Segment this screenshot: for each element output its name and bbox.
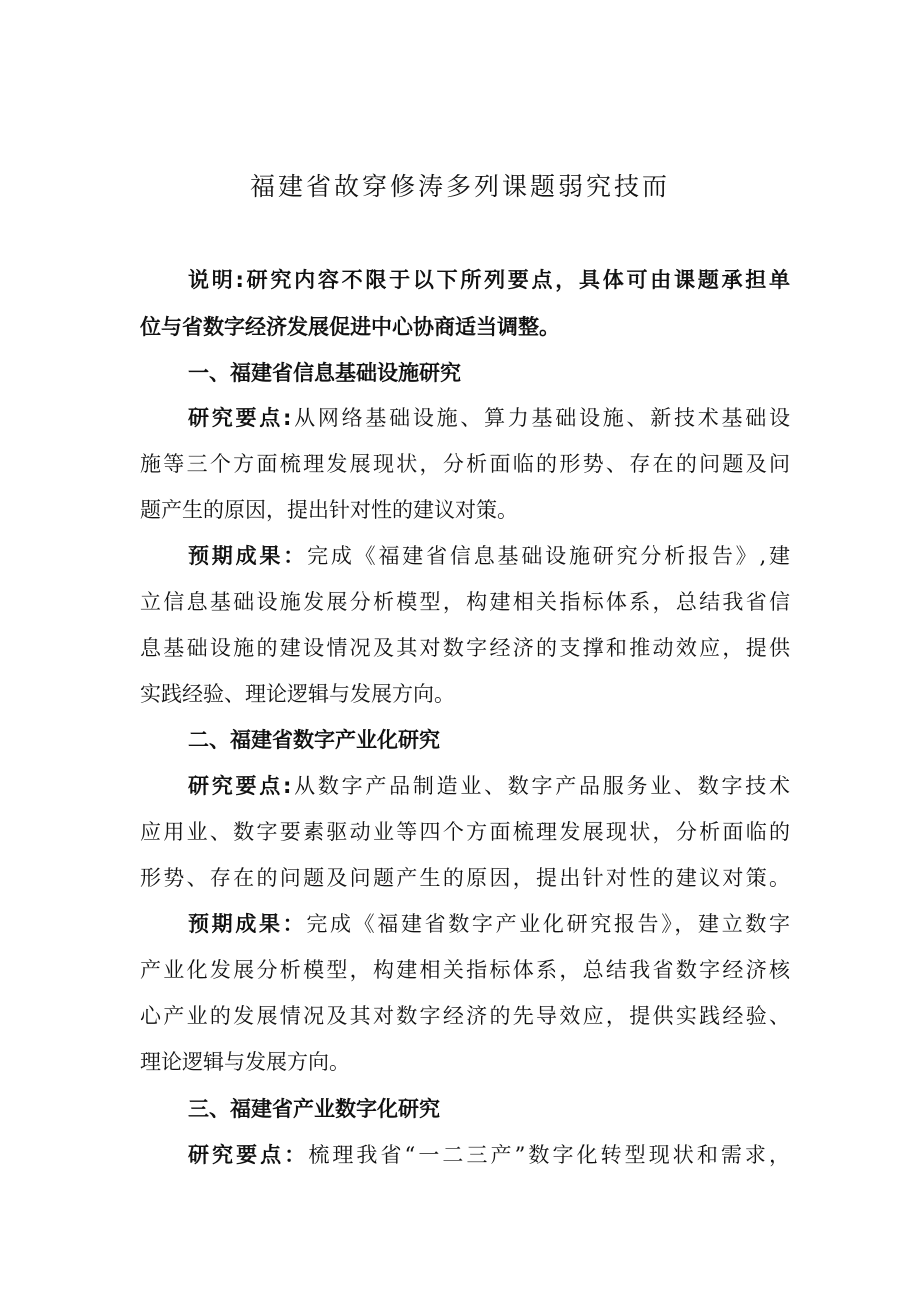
note-line-1: 说明:研究内容不限于以下所列要点，具体可由课题承担单	[188, 268, 790, 292]
section-2-points-line-1	[188, 771, 790, 801]
section-1-points-line-1	[188, 403, 790, 433]
section-heading-1: 一、福建省信息基础设施研究	[188, 361, 461, 385]
results-text: 完成《福建省数字产业化研究报告》，建立数字	[306, 912, 791, 936]
points-text: 从网络基础设施、算力基础设施、新技术基础设	[291, 406, 790, 430]
results-label: 预期成果：	[188, 544, 308, 568]
section-1-results-line-3: 息基础设施的建设情况及其对数字经济的支撑和推动效应，提供	[140, 636, 790, 660]
section-2-results-line-4: 理论逻辑与发展方向。	[140, 1050, 350, 1074]
section-2-results-line-1	[188, 909, 790, 939]
points-label: 研究要点:	[188, 774, 292, 798]
section-heading-3: 三、福建省产业数字化研究	[188, 1097, 440, 1121]
section-1-results-line-2: 立信息基础设施发展分析模型，构建相关指标体系，总结我省信	[140, 590, 790, 614]
section-heading-2: 二、福建省数字产业化研究	[188, 728, 440, 752]
note-line-2: 位与省数字经济发展促进中心协商适当调整。	[140, 315, 560, 339]
results-text: 完成《福建省信息基础设施研究分析报告》,建	[307, 544, 790, 568]
results-label: 预期成果：	[188, 912, 307, 936]
section-1-results-line-4: 实践经验、理论逻辑与发展方向。	[140, 682, 455, 706]
section-2-points-line-3: 形势、存在的问题及问题产生的原因，提出针对性的建议对策。	[140, 866, 790, 890]
section-1-results-line-1	[188, 541, 790, 571]
section-2-points-line-2: 应用业、数字要素驱动业等四个方面梳理发展现状，分析面临的	[140, 820, 790, 844]
points-text: 从数字产品制造业、数字产品服务业、数字技术	[291, 774, 790, 798]
section-1-points-line-3: 题产生的原因，提出针对性的建议对策。	[140, 498, 518, 522]
section-1-points-line-2: 施等三个方面梳理发展现状，分析面临的形势、存在的问题及问	[140, 452, 790, 476]
points-label: 研究要点:	[188, 406, 292, 430]
section-2-results-line-2: 产业化发展分析模型，构建相关指标体系，总结我省数字经济核	[140, 958, 790, 982]
section-3-points-line-1	[188, 1140, 790, 1170]
points-text: 梳理我省“一二三产”数字化转型现状和需求，	[308, 1143, 790, 1167]
section-2-results-line-3: 心产业的发展情况及其对数字经济的先导效应，提供实践经验、	[140, 1004, 790, 1028]
page-title: 福建省故穿修涛多列课题弱究技而	[249, 172, 670, 201]
points-label: 研究要点：	[188, 1143, 309, 1167]
